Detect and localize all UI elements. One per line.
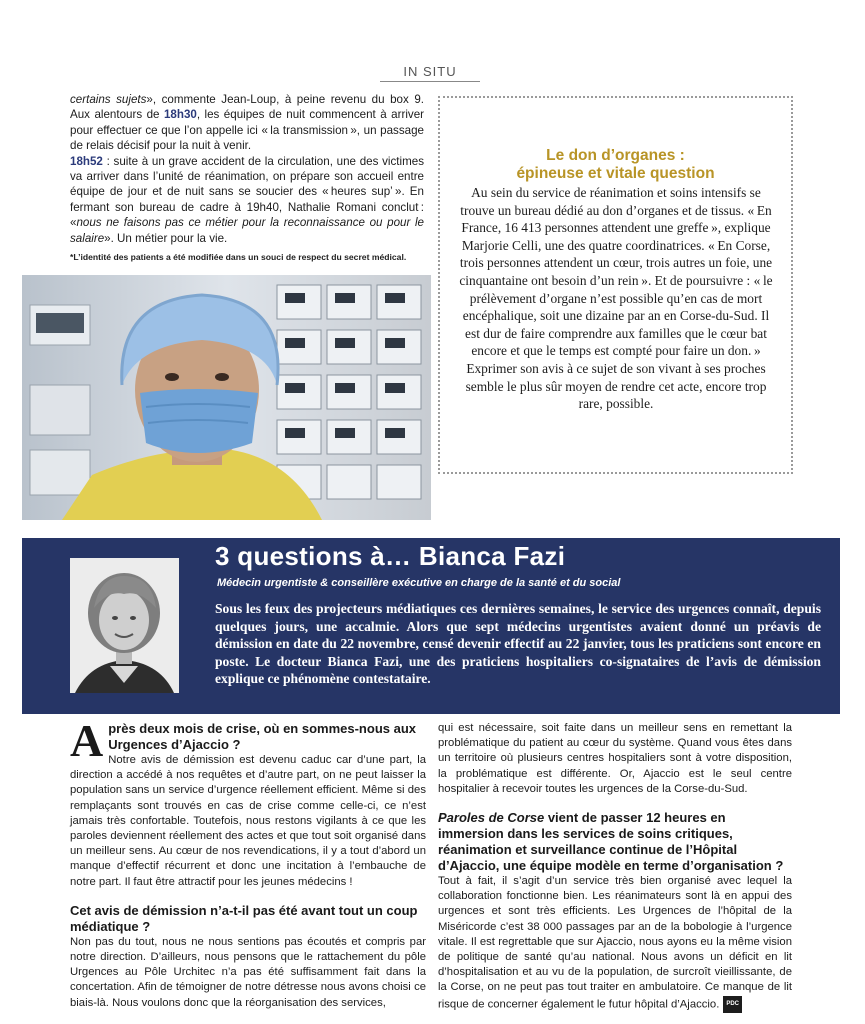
answer-3 [438, 874, 792, 1013]
sidebar-title [438, 147, 793, 183]
drop-cap: A [70, 715, 104, 766]
top-column [70, 92, 424, 246]
text-run: : suite à un grave accident de la circulation, une des victimes va arriver dans l’unité de réanimation, on prépare son accueil entre équipe de jour et de nuit sans se soucier des « heures sup’ ». En fermant son bureau de cadre à 19h40, Nathalie Romani conclut : « [70, 154, 424, 230]
interview-right-column [438, 721, 792, 1013]
sidebar-body: Au sein du service de réanimation et soins intensifs se trouve un bureau dédié au don d’organes et de tissus. « En France, 16 413 personnes attendent une greffe », explique Marjorie Celli, une des quatre coordinatrices. « En Corse, trois personnes attendent un cœur, trois autres un foie, une cinquantaine ont besoin d’un rein ». Et de poursuivre : « le prélèvement d’organe n’est possible qu’en cas de mort encéphalique, soit une dizaine par an en Corse-du-Sud. Il est dur de faire comprendre aux familles que le cœur bat encore et que le temps est compté pour faire un don. » Exprimer son avis à ce sujet de son vivant à ses proches semble le plus sûr moyen de rendre cet acte, encore trop rare, possible. [459, 185, 773, 412]
question-3-text: vient de passer 12 heures en immersion dans les services de soins critiques, réanimation et surveillance continue de l’Hôpital d’Ajaccio, une équipe modèle en terme d’organisation ? [438, 810, 784, 874]
question-1-text: près deux mois de crise, où en sommes-nous aux Urgences d’Ajaccio ? [108, 721, 417, 752]
interview-subtitle: Médecin urgentiste & conseillère exécutive en charge de la santé et du social [217, 577, 621, 589]
answer-3-text: Tout à fait, il s’agit d’un service très bien organisé avec lequel la collaboration fonctionne bien. Les réanimateurs sont là en appui des urgences et sont très efficients. Les Urgences de l’hôpital de la Miséricorde c’est 38 000 passages par an de la bobologie à l’urgence vitale. Il est regrettable que sur Ajaccio, nous ayons eu la même vision de politique de santé qu’au national. Nous avons un déficit en lit d’hospitalisation et au vu de la population, de surcroît vieillissante, de la Corse, on ne peut pas tout traiter en ambulatoire. Ce manque de lit risque de concerner également le futur hôpital d’Ajaccio. [438, 875, 792, 1011]
interview-left-column [70, 715, 426, 1011]
question-1 [70, 715, 426, 766]
text-run: , les équipes de nuit commencent à arriver pour effectuer ce que l’on appelle ici « la transmission », un passage de relais décisif pour la nuit à venir. [70, 108, 424, 153]
interview-title: 3 questions à… Bianca Fazi [215, 541, 566, 571]
time-stamp: 18h30 [163, 108, 197, 122]
question-2: Cet avis de démission n’a-t-il pas été avant tout un coup médiatique ? [70, 902, 418, 934]
top-paragraph-1 [70, 92, 424, 154]
text-run: ». Un métier pour la vie. [104, 231, 228, 245]
portrait-photo [70, 558, 179, 693]
italic-quote: nous ne faisons pas ce métier pour la reconnaissance ou pour le salaire [70, 216, 424, 245]
sidebar-title-line-2: épineuse et vitale question [516, 165, 715, 182]
answer-2-continued: qui est nécessaire, soit faite dans un meilleur sens en remettant la problématique du patient au cœur du système. Quand vous êtes dans un territoire où plusieurs centres hospitaliers sont à votre disposition, la problématique est différente. Or, Ajaccio est le seul centre hospitalier à recevoir toutes les urgences de la Corse-du-Sud. [438, 722, 792, 795]
answer-1: Notre avis de démission est devenu caduc car d’une part, la direction a accédé à nos requêtes et d’autre part, on ne peut laisser la population sans un service d’urgence réellement efficient. Même si des remplaçants sont trouvés en cas de crise comme celle-ci, ce n’est jamais très confortable. Toutefois, nous restons vigilants à ce que les paroles deviennent réellement des actes et que tout soit organisé dans un meilleur sens. Au cœur de nos revendications, il y a tout d’abord un manque d’effectif récurrent et donc une incitation à l’embauche de notre part. Il faut être attractif pour les jeunes médecins ! [70, 754, 426, 888]
interview-intro: Sous les feux des projecteurs médiatiques ces dernières semaines, le service des urgences connaît, depuis quelques jours, une accalmie. Alors que sept médecins urgentistes avaient donné un préavis de démission en date du 22 novembre, censé devenir effectif au 22 janvier, tous les praticiens sont encore en poste. Le docteur Bianca Fazi, une des praticiens hospitaliers co-signataires de l’avis de démission explique ce phénomène contestataire. [215, 601, 821, 687]
magazine-name: Paroles de Corse [438, 810, 545, 826]
sidebar-title-line-1: Le don d’organes : [546, 147, 685, 164]
footnote: *L’identité des patients a été modifiée dans un souci de respect du secret médical. [70, 252, 407, 262]
section-label: IN SITU [380, 64, 480, 82]
signature-badge: PDC [723, 996, 742, 1013]
spacer [438, 797, 792, 810]
nurse-photo [22, 275, 431, 520]
italic-quote: certains sujets [70, 93, 147, 106]
time-stamp: 18h52 [70, 154, 103, 168]
nurse-photo-illustration [22, 275, 431, 520]
spacer [70, 890, 426, 903]
portrait-illustration [70, 558, 179, 693]
answer-2: Non pas du tout, nous ne nous sentions pas écoutés et compris par notre direction. D’ailleurs, nous pensons que le rattachement du pôle Urgences au Pôle Urchitec n’a pas été suffisamment fait dans la concertation. Afin de témoigner de notre détresse nous avons choisi ce biais-là. Nous voulons donc que la réorganisation des services, [70, 935, 426, 1009]
question-3 [438, 810, 792, 874]
text-run: », commente Jean-Loup, à peine revenu du box 9. Aux alentours de [70, 93, 424, 122]
top-paragraph-2 [70, 154, 424, 246]
